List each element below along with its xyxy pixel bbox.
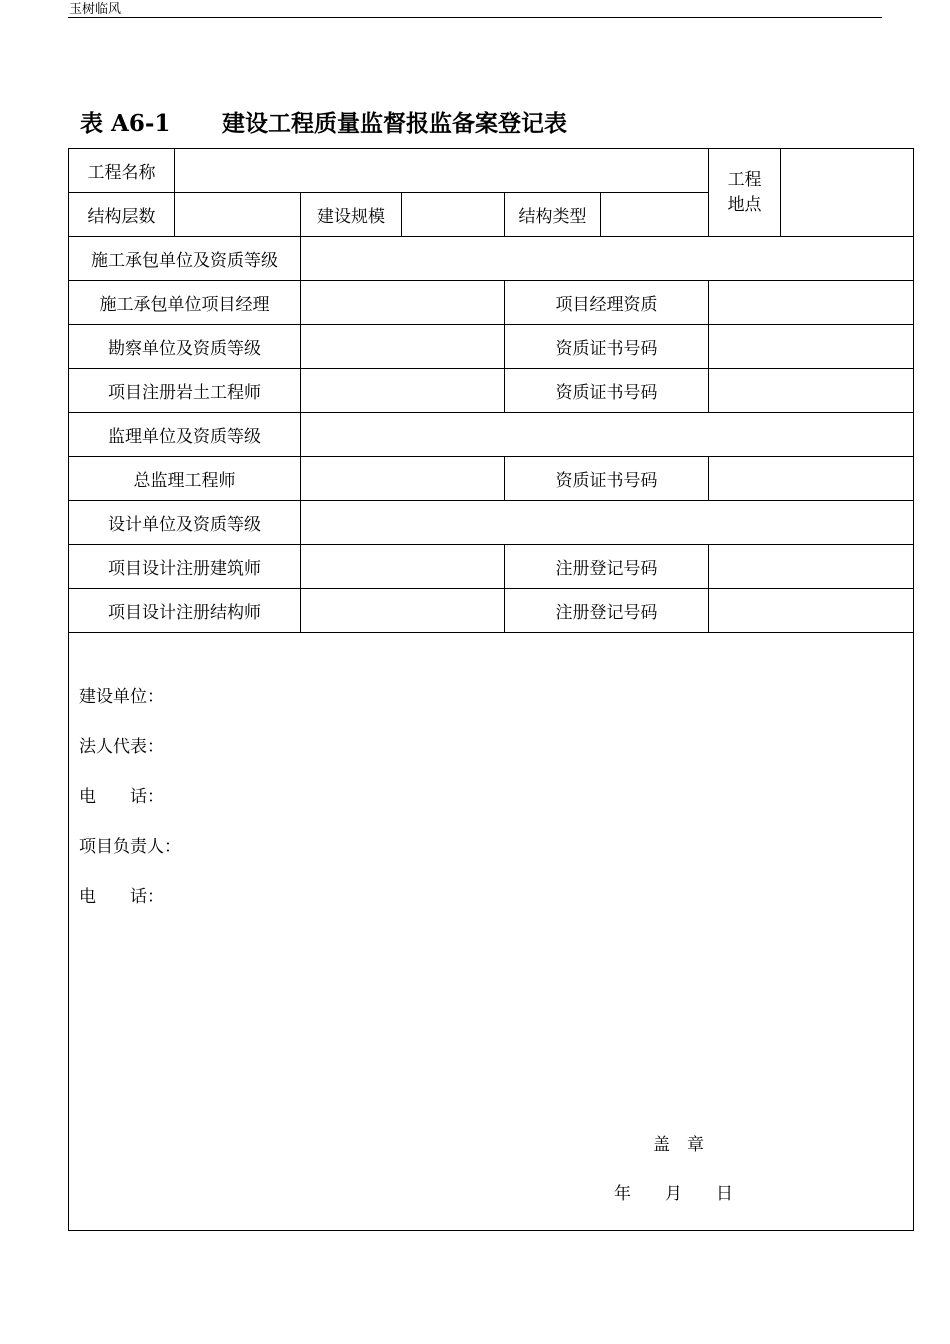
structure-floors-value[interactable] <box>175 193 301 237</box>
phone-label-2: 电 话： <box>79 887 164 907</box>
project-location-value[interactable] <box>781 149 914 237</box>
project-location-label <box>709 149 781 237</box>
chief-supervisor-value[interactable] <box>301 457 505 501</box>
structural-reg-label: 注册登记号码 <box>505 589 709 633</box>
signature-section <box>69 633 914 1231</box>
architect-value[interactable] <box>301 545 505 589</box>
construction-scale-value[interactable] <box>402 193 505 237</box>
geo-engineer-label: 项目注册岩土工程师 <box>69 369 301 413</box>
project-location-label-line1: 工程 <box>727 169 762 190</box>
structural-engineer-value[interactable] <box>301 589 505 633</box>
survey-unit-value[interactable] <box>301 325 505 369</box>
supervision-unit-value[interactable] <box>301 413 914 457</box>
table-row <box>69 413 914 457</box>
builder-label: 建设单位： <box>79 687 164 707</box>
project-lead-label: 项目负责人： <box>79 837 181 857</box>
design-unit-label: 设计单位及资质等级 <box>69 501 301 545</box>
registration-form-table <box>68 148 914 1231</box>
contractor-pm-label: 施工承包单位项目经理 <box>69 281 301 325</box>
form-code: 表 A6-1 <box>80 110 171 137</box>
architect-reg-label: 注册登记号码 <box>505 545 709 589</box>
geo-cert-value[interactable] <box>709 369 914 413</box>
structural-engineer-label: 项目设计注册结构师 <box>69 589 301 633</box>
supervisor-cert-label: 资质证书号码 <box>505 457 709 501</box>
table-row <box>69 501 914 545</box>
chief-supervisor-label: 总监理工程师 <box>69 457 301 501</box>
structure-floors-label: 结构层数 <box>69 193 175 237</box>
contractor-value[interactable] <box>301 237 914 281</box>
supervision-unit-label: 监理单位及资质等级 <box>69 413 301 457</box>
legal-rep-label: 法人代表： <box>79 737 164 757</box>
pm-qualification-label: 项目经理资质 <box>505 281 709 325</box>
contractor-pm-value[interactable] <box>301 281 505 325</box>
survey-cert-value[interactable] <box>709 325 914 369</box>
pm-qualification-value[interactable] <box>709 281 914 325</box>
project-name-value[interactable] <box>175 149 709 193</box>
project-name-label: 工程名称 <box>69 149 175 193</box>
table-row <box>69 589 914 633</box>
table-row <box>69 149 914 193</box>
design-unit-value[interactable] <box>301 501 914 545</box>
supervisor-cert-value[interactable] <box>709 457 914 501</box>
header-text: 玉树临风 <box>69 2 122 17</box>
survey-cert-label: 资质证书号码 <box>505 325 709 369</box>
architect-label: 项目设计注册建筑师 <box>69 545 301 589</box>
table-row <box>69 325 914 369</box>
construction-scale-label: 建设规模 <box>301 193 402 237</box>
structure-type-label: 结构类型 <box>505 193 601 237</box>
date-label: 年 月 日 <box>614 1184 733 1204</box>
table-row <box>69 633 914 1231</box>
geo-engineer-value[interactable] <box>301 369 505 413</box>
seal-label: 盖 章 <box>653 1135 704 1155</box>
structural-reg-value[interactable] <box>709 589 914 633</box>
survey-unit-label: 勘察单位及资质等级 <box>69 325 301 369</box>
table-row <box>69 281 914 325</box>
form-title: 建设工程质量监督报监备案登记表 <box>222 110 567 137</box>
table-row <box>69 545 914 589</box>
table-row <box>69 457 914 501</box>
architect-reg-value[interactable] <box>709 545 914 589</box>
phone-label-1: 电 话： <box>79 787 164 807</box>
contractor-label: 施工承包单位及资质等级 <box>69 237 301 281</box>
table-row <box>69 369 914 413</box>
structure-type-value[interactable] <box>601 193 709 237</box>
table-row <box>69 237 914 281</box>
project-location-label-line2: 地点 <box>727 194 762 215</box>
header-rule <box>68 17 882 18</box>
geo-cert-label: 资质证书号码 <box>505 369 709 413</box>
